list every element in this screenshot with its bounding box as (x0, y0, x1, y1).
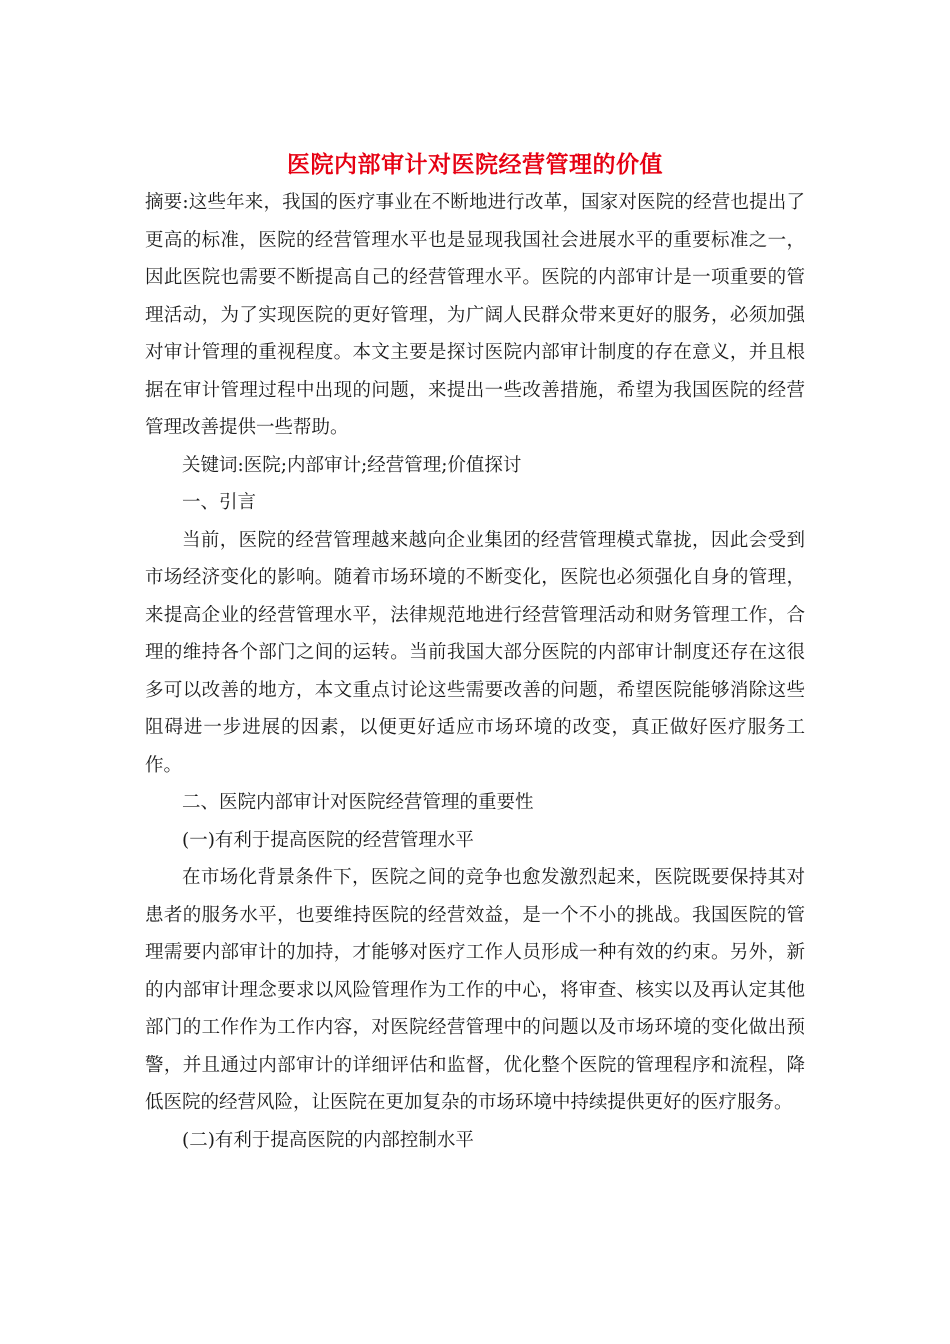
subsection-heading-management-level: (一)有利于提高医院的经营管理水平 (182, 829, 474, 851)
subsection-heading-internal-control: (二)有利于提高医院的内部控制水平 (182, 1129, 474, 1151)
section-heading-importance: 二、医院内部审计对医院经营管理的重要性 (182, 792, 534, 813)
document-title: 医院内部审计对医院经营管理的价值 (287, 151, 663, 178)
section-heading-introduction: 一、引言 (182, 492, 257, 513)
introduction-paragraph: 当前，医院的经营管理越来越向企业集团的经营管理模式靠拢，因此会受到市场经济变化的影响。随着市场环境的不断变化，医院也必须强化自身的管理，来提高企业的经营管理水平，法律规范地进行经营管理活动和财务管理工作，合理的维持各个部门之间的运转。当前我国大部分医院的内部审计制度还存在这很多可以改善的地方，本文重点讨论这些需要改善的问题，希望医院能够消除这些阻碍进一步进展的因素，以便更好适应市场环境的改变，真正做好医疗服务工作。 (145, 529, 805, 776)
keywords-line: 关键词:医院;内部审计;经营管理;价值探讨 (182, 454, 522, 476)
management-level-paragraph: 在市场化背景条件下，医院之间的竞争也愈发激烈起来，医院既要保持其对患者的服务水平，也要维持医院的经营效益，是一个不小的挑战。我国医院的管理需要内部审计的加持，才能够对医疗工作人员形成一种有效的约束。另外，新的内部审计理念要求以风险管理作为工作的中心，将审查、核实以及再认定其他部门的工作作为工作内容，对医院经营管理中的问题以及市场环境的变化做出预警，并且通过内部审计的详细评估和监督，优化整个医院的管理程序和流程，降低医院的经营风险，让医院在更加复杂的市场环境中持续提供更好的医疗服务。 (145, 867, 805, 1113)
abstract-paragraph: 摘要:这些年来，我国的医疗事业在不断地进行改革，国家对医院的经营也提出了更高的标准，医院的经营管理水平也是显现我国社会进展水平的重要标准之一，因此医院也需要不断提高自己的经营管理水平。医院的内部审计是一项重要的管理活动，为了实现医院的更好管理，为广阔人民群众带来更好的服务，必须加强对审计管理的重视程度。本文主要是探讨医院内部审计制度的存在意义，并且根据在审计管理过程中出现的问题，来提出一些改善措施，希望为我国医院的经营管理改善提供一些帮助。 (145, 192, 805, 438)
document-body (145, 148, 805, 1159)
